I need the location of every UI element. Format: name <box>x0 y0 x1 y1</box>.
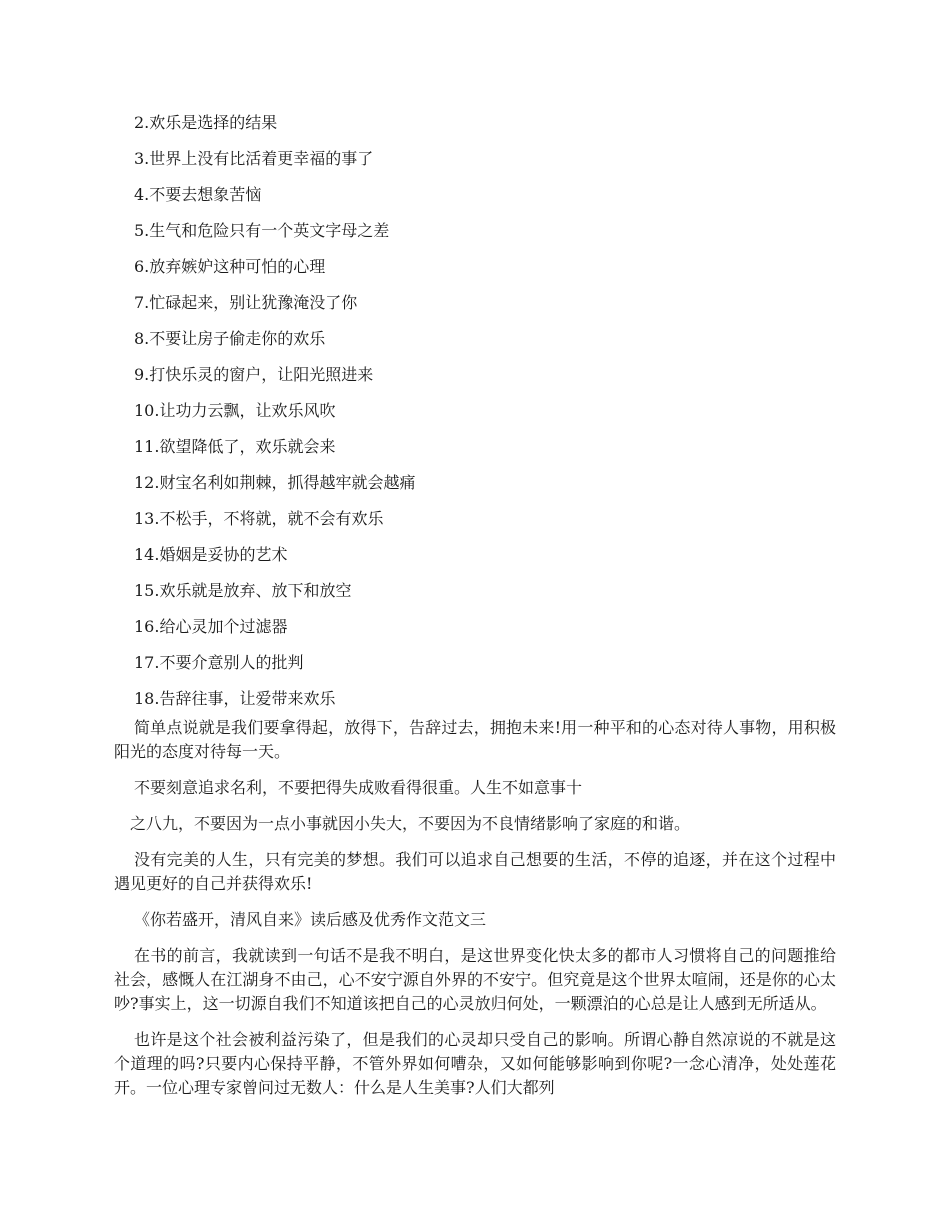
list-item: 14.婚姻是妥协的艺术 <box>134 545 288 564</box>
list-item: 9.打快乐灵的窗户，让阳光照进来 <box>134 365 374 384</box>
list-item: 2.欢乐是选择的结果 <box>134 113 278 132</box>
list-item: 18.告辞往事，让爱带来欢乐 <box>134 689 336 708</box>
list-item: 12.财宝名利如荆棘，抓得越牢就会越痛 <box>134 473 416 492</box>
numbered-list <box>134 111 834 723</box>
paragraph: 之八九，不要因为一点小事就因小失大，不要因为不良情绪影响了家庭的和谐。 <box>130 814 691 833</box>
paragraph: 没有完美的人生，只有完美的梦想。我们可以追求自己想要的生活，不停的追逐，并在这个过程中遇见更好的自己并获得欢乐! <box>114 850 836 893</box>
list-item: 10.让功力云飘，让欢乐风吹 <box>134 401 336 420</box>
paragraph: 不要刻意追求名利，不要把得失成败看得很重。人生不如意事十 <box>134 778 583 797</box>
paragraph: 也许是这个社会被利益污染了，但是我们的心灵却只受自己的影响。所谓心静自然凉说的不就是这个道理的吗?只要内心保持平静，不管外界如何嘈杂，又如何能够影响到你呢?一念心清净，处处莲花开。一位心理专家曾问过无数人：什么是人生美事?人们大都列 <box>114 1030 836 1097</box>
list-item: 17.不要介意别人的批判 <box>134 653 304 672</box>
list-item: 13.不松手，不将就，就不会有欢乐 <box>134 509 384 528</box>
list-item: 3.世界上没有比活着更幸福的事了 <box>134 149 374 168</box>
list-item: 7.忙碌起来，别让犹豫淹没了你 <box>134 293 358 312</box>
list-item: 4.不要去想象苦恼 <box>134 185 262 204</box>
list-item: 15.欢乐就是放弃、放下和放空 <box>134 581 352 600</box>
paragraph: 在书的前言，我就读到一句话不是我不明白，是这世界变化快太多的都市人习惯将自己的问题推给社会，感慨人在江湖身不由己，心不安宁源自外界的不安宁。但究竟是这个世界太喧闹，还是你的心太吵?事实上，这一切源自我们不知道该把自己的心灵放归何处，一颗漂泊的心总是让人感到无所适从。 <box>114 946 836 1013</box>
section-heading: 《你若盛开，清风自来》读后感及优秀作文范文三 <box>134 910 487 929</box>
body-text <box>114 716 836 1112</box>
list-item: 11.欲望降低了，欢乐就会来 <box>134 437 336 456</box>
list-item: 6.放弃嫉妒这种可怕的心理 <box>134 257 326 276</box>
list-item: 5.生气和危险只有一个英文字母之差 <box>134 221 390 240</box>
list-item: 8.不要让房子偷走你的欢乐 <box>134 329 326 348</box>
list-item: 16.给心灵加个过滤器 <box>134 617 288 636</box>
paragraph: 简单点说就是我们要拿得起，放得下，告辞过去，拥抱未来!用一种平和的心态对待人事物，用积极阳光的态度对待每一天。 <box>114 718 836 761</box>
